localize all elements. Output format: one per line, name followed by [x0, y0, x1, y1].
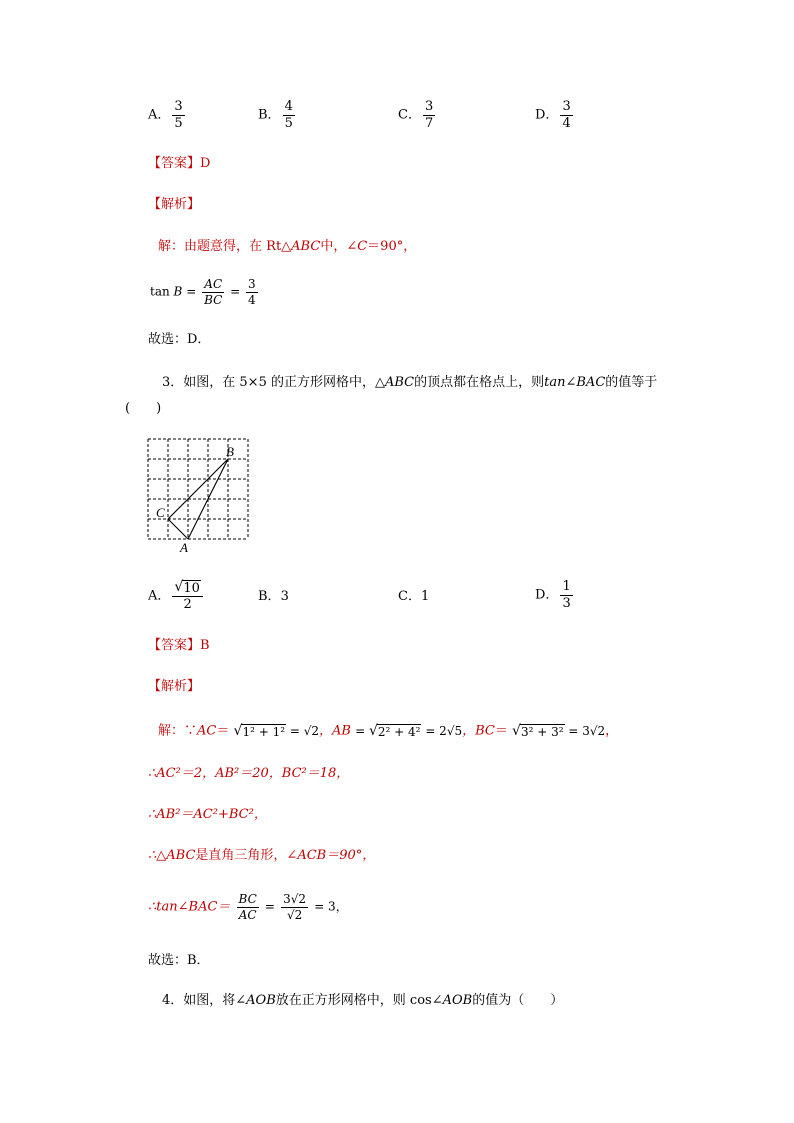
q3-choose: 故选：B． [148, 953, 210, 968]
label-b: B [226, 444, 234, 459]
q2-solution-line: 解：由题意得，在 Rt△ABC中，∠C＝90°， [158, 239, 417, 254]
q2-tan-formula: tan B = $\frac{AC}{BC}$ = $\frac{3}{4}$ [150, 277, 256, 307]
q3-solution-line3: ∴AB²＝AC²+BC²， [148, 807, 267, 822]
q2-analysis-label: 【解析】 [148, 197, 201, 212]
q3-solution-line1: 解：∵AC＝ √ 1² + 1² = √2，AB = √ 2² + 4² = 2√5，BC＝ √ 3² + 3² = 3√2， [158, 723, 619, 739]
q3-option-b: B．3 [258, 589, 289, 604]
q3-solution-line2: ∴AC²＝2，AB²＝20，BC²＝18， [148, 766, 350, 781]
q3-stem: 3．如图，在 5×5 的正方形网格中，△ABC的顶点都在格点上，则tan∠BAC的值等于 [162, 375, 658, 390]
q3-analysis-label: 【解析】 [148, 679, 201, 694]
q3-stem-paren: ( ) [125, 401, 162, 416]
label-a: A [180, 540, 188, 555]
q2-option-c: C． $\frac{3}{7}$ [398, 99, 434, 131]
q3-option-d: D． $\frac{1}{3}$ [535, 579, 571, 611]
q2-option-a: A． $\frac{3}{5}$ [148, 99, 183, 131]
q3-solution-line5: ∴tan∠BAC＝ $\frac{BC}{AC}$ = $\frac{3√2}{√2}$ = 3， [148, 892, 348, 922]
q2-answer: 【答案】D [148, 156, 211, 171]
q3-grid-figure [140, 432, 260, 558]
q3-option-c: C．1 [398, 589, 430, 604]
q3-solution-line4: ∴△ABC是直角三角形，∠ACB＝90°， [148, 848, 376, 863]
q2-option-b: B． $\frac{4}{5}$ [258, 99, 293, 131]
q4-stem: 4．如图，将∠AOB放在正方形网格中，则 cos∠AOB的值为（ ） [162, 993, 564, 1008]
q3-answer: 【答案】B [148, 638, 210, 653]
label-c: C [156, 505, 165, 520]
q2-option-d: D． $\frac{3}{4}$ [535, 99, 571, 131]
q3-option-a: A． √ 10 2 [148, 580, 205, 612]
q2-choose: 故选：D． [148, 332, 211, 347]
